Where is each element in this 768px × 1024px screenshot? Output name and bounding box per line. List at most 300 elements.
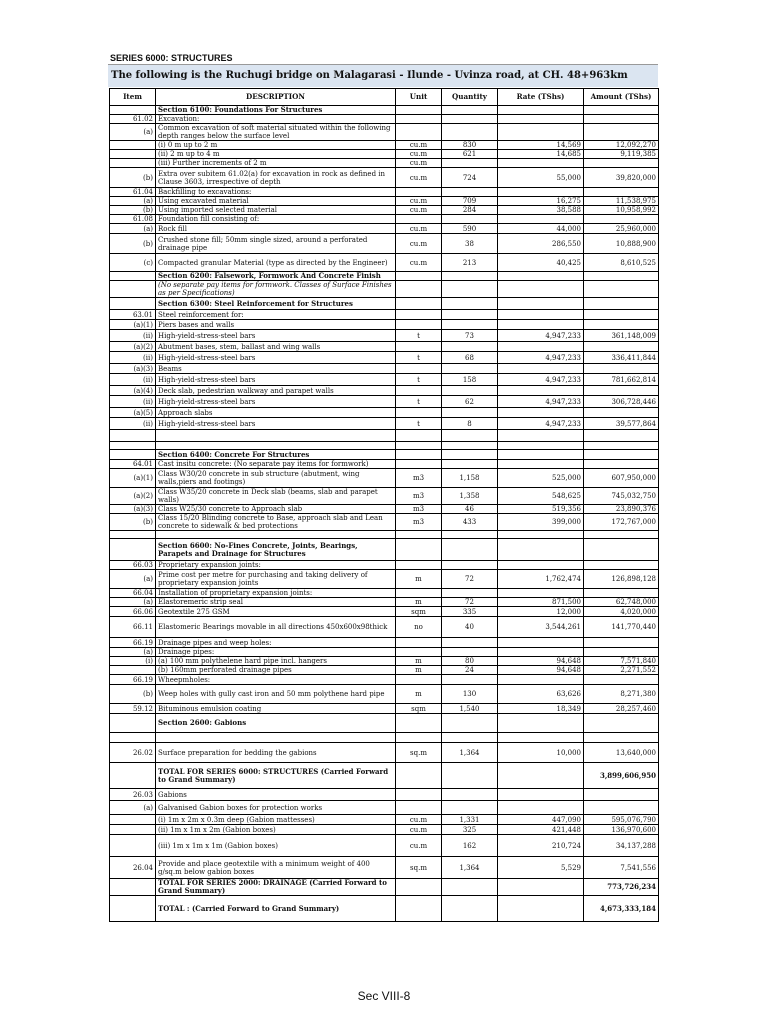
quantity-cell [442, 733, 498, 743]
table-row [110, 442, 659, 450]
rate-cell: 525,000 [498, 469, 584, 488]
rate-cell [498, 310, 584, 320]
description-cell: Class 15/20 Blinding concrete to Base, approach slab and Lean concrete to sidewalk & bed protections [156, 514, 396, 531]
amount-cell [584, 430, 659, 442]
rate-cell: 40,425 [498, 254, 584, 272]
item-cell [110, 539, 156, 561]
quantity-cell: 325 [442, 825, 498, 835]
quantity-cell: 1,364 [442, 743, 498, 763]
table-row [110, 418, 659, 430]
rate-cell: 63,626 [498, 685, 584, 704]
table-row [110, 488, 659, 505]
amount-cell: 7,541,556 [584, 857, 659, 879]
bridge-title: The following is the Ruchugi bridge on Malagarasi - Ilunde - Uvinza road, at CH. 48+963km [108, 65, 658, 87]
table-row [110, 342, 659, 352]
unit-cell: cu.m [396, 254, 442, 272]
item-cell: (ii) [110, 396, 156, 408]
description-cell: Class W35/20 concrete in Deck slab (beams, slab and parapet walls) [156, 488, 396, 505]
amount-cell [584, 124, 659, 141]
quantity-cell: 1,540 [442, 704, 498, 714]
item-cell: 66.19 [110, 675, 156, 685]
unit-cell: m3 [396, 505, 442, 514]
description-cell: Drainage pipes and weep holes: [156, 638, 396, 648]
rate-cell: 399,000 [498, 514, 584, 531]
unit-cell: m3 [396, 469, 442, 488]
table-row [110, 197, 659, 206]
item-cell [110, 879, 156, 896]
description-cell: (i) 0 m up to 2 m [156, 141, 396, 150]
quantity-cell [442, 430, 498, 442]
item-cell [110, 835, 156, 857]
description-cell: Excavation: [156, 115, 396, 124]
quantity-cell: 1,364 [442, 857, 498, 879]
amount-cell: 136,970,600 [584, 825, 659, 835]
quantity-cell: 68 [442, 352, 498, 364]
table-row [110, 514, 659, 531]
item-cell: 61.08 [110, 215, 156, 224]
unit-cell [396, 801, 442, 815]
item-cell: (a) [110, 124, 156, 141]
description-cell: Weep holes with gully cast iron and 50 mm polythene hard pipe [156, 685, 396, 704]
description-cell: Section 6300: Steel Reinforcement for Structures [156, 298, 396, 310]
table-row [110, 141, 659, 150]
quantity-cell [442, 714, 498, 733]
description-cell: Section 6200: Falsework, Formwork And Concrete Finish [156, 272, 396, 281]
description-cell: Abutment bases, stem, ballast and wing walls [156, 342, 396, 352]
quantity-cell [442, 188, 498, 197]
amount-cell: 126,898,128 [584, 570, 659, 589]
amount-cell: 25,960,000 [584, 224, 659, 234]
rate-cell [498, 408, 584, 418]
table-row [110, 272, 659, 281]
rate-cell [498, 648, 584, 657]
quantity-cell [442, 460, 498, 469]
table-row [110, 150, 659, 159]
rate-cell: 210,724 [498, 835, 584, 857]
table-row [110, 450, 659, 460]
table-row [110, 188, 659, 197]
item-cell: 66.04 [110, 589, 156, 598]
amount-cell [584, 342, 659, 352]
unit-cell [396, 879, 442, 896]
table-row [110, 374, 659, 386]
rate-cell: 94,648 [498, 657, 584, 666]
amount-cell: 39,577,864 [584, 418, 659, 430]
table-row [110, 254, 659, 272]
rate-cell: 4,947,233 [498, 396, 584, 408]
rate-cell [498, 442, 584, 450]
amount-cell: 4,020,000 [584, 607, 659, 617]
description-cell: Drainage pipes: [156, 648, 396, 657]
rate-cell: 4,947,233 [498, 330, 584, 342]
amount-cell [584, 714, 659, 733]
amount-cell [584, 320, 659, 330]
amount-cell: 9,119,385 [584, 150, 659, 159]
unit-cell [396, 272, 442, 281]
quantity-cell [442, 342, 498, 352]
quantity-cell: 80 [442, 657, 498, 666]
table-row [110, 648, 659, 657]
item-cell [110, 141, 156, 150]
rate-cell: 871,500 [498, 598, 584, 607]
table-row [110, 281, 659, 298]
quantity-cell [442, 561, 498, 570]
item-cell: (ii) [110, 330, 156, 342]
item-cell: (a)(3) [110, 364, 156, 374]
rate-cell [498, 638, 584, 648]
unit-cell: m3 [396, 514, 442, 531]
unit-cell: cu.m [396, 825, 442, 835]
quantity-cell: 335 [442, 607, 498, 617]
quantity-cell: 8 [442, 418, 498, 430]
quantity-cell [442, 408, 498, 418]
description-cell: (iii) 1m x 1m x 1m (Gabion boxes) [156, 835, 396, 857]
unit-cell [396, 531, 442, 539]
description-cell: Beams [156, 364, 396, 374]
description-cell: Deck slab, pedestrian walkway and parapet walls [156, 386, 396, 396]
quantity-cell [442, 124, 498, 141]
rate-cell: 14,685 [498, 150, 584, 159]
amount-cell [584, 589, 659, 598]
amount-cell: 62,748,000 [584, 598, 659, 607]
amount-cell [584, 215, 659, 224]
quantity-cell: 1,158 [442, 469, 498, 488]
amount-cell [584, 281, 659, 298]
item-cell: 66.11 [110, 617, 156, 638]
description-cell: (No separate pay items for formwork. Classes of Surface Finishes as per Specifications) [156, 281, 396, 298]
description-cell: Piers bases and walls [156, 320, 396, 330]
description-cell: Prime cost per metre for purchasing and taking delivery of proprietary expansion joints [156, 570, 396, 589]
table-row [110, 685, 659, 704]
description-cell [156, 430, 396, 442]
description-cell: Geotextile 275 GSM [156, 607, 396, 617]
table-header-row [110, 89, 659, 106]
rate-cell: 4,947,233 [498, 352, 584, 364]
amount-cell: 11,538,975 [584, 197, 659, 206]
rate-cell [498, 159, 584, 168]
unit-cell [396, 789, 442, 801]
item-cell: (a) [110, 224, 156, 234]
col-header-description: DESCRIPTION [156, 89, 396, 106]
description-cell: TOTAL : (Carried Forward to Grand Summary) [156, 896, 396, 922]
rate-cell: 12,000 [498, 607, 584, 617]
rate-cell [498, 714, 584, 733]
table-row [110, 460, 659, 469]
amount-cell: 13,640,000 [584, 743, 659, 763]
unit-cell: t [396, 352, 442, 364]
quantity-cell [442, 675, 498, 685]
unit-cell [396, 430, 442, 442]
table-row [110, 570, 659, 589]
unit-cell: cu.m [396, 835, 442, 857]
item-cell: (ii) [110, 374, 156, 386]
amount-cell [584, 386, 659, 396]
amount-cell: 607,950,000 [584, 469, 659, 488]
description-cell: High-yield-stress-steel bars [156, 330, 396, 342]
amount-cell [584, 531, 659, 539]
unit-cell: cu.m [396, 150, 442, 159]
item-cell [110, 150, 156, 159]
description-cell: Crushed stone fill; 50mm single sized, around a perforated drainage pipe [156, 234, 396, 254]
unit-cell [396, 342, 442, 352]
unit-cell [396, 450, 442, 460]
description-cell: High-yield-stress-steel bars [156, 352, 396, 364]
description-cell: Extra over subitem 61.02(a) for excavation in rock as defined in Clause 3603, irrespective of depth [156, 168, 396, 188]
quantity-cell: 284 [442, 206, 498, 215]
rate-cell [498, 733, 584, 743]
unit-cell [396, 589, 442, 598]
table-row [110, 801, 659, 815]
unit-cell: t [396, 374, 442, 386]
rate-cell [498, 124, 584, 141]
quantity-cell: 590 [442, 224, 498, 234]
table-row [110, 396, 659, 408]
quantity-cell: 38 [442, 234, 498, 254]
unit-cell [396, 896, 442, 922]
rate-cell: 447,090 [498, 815, 584, 825]
unit-cell [396, 648, 442, 657]
rate-cell: 5,529 [498, 857, 584, 879]
item-cell: 61.02 [110, 115, 156, 124]
item-cell: (i) [110, 657, 156, 666]
unit-cell [396, 675, 442, 685]
col-header-quantity: Quantity [442, 89, 498, 106]
quantity-cell: 73 [442, 330, 498, 342]
quantity-cell [442, 442, 498, 450]
amount-cell: 28,257,460 [584, 704, 659, 714]
table-row [110, 531, 659, 539]
unit-cell [396, 442, 442, 450]
rate-cell: 1,762,474 [498, 570, 584, 589]
amount-cell [584, 106, 659, 115]
rate-cell [498, 386, 584, 396]
description-cell: Surface preparation for bedding the gabions [156, 743, 396, 763]
item-cell: (b) [110, 206, 156, 215]
rate-cell [498, 450, 584, 460]
description-cell: Compacted granular Material (type as directed by the Engineer) [156, 254, 396, 272]
item-cell: (ii) [110, 418, 156, 430]
table-row [110, 733, 659, 743]
unit-cell: m [396, 657, 442, 666]
quantity-cell [442, 310, 498, 320]
quantity-cell: 1,331 [442, 815, 498, 825]
quantity-cell: 72 [442, 598, 498, 607]
item-cell: (a) [110, 801, 156, 815]
item-cell: 26.02 [110, 743, 156, 763]
item-cell [110, 733, 156, 743]
rate-cell [498, 188, 584, 197]
amount-cell [584, 801, 659, 815]
quantity-cell [442, 648, 498, 657]
description-cell: High-yield-stress-steel bars [156, 418, 396, 430]
description-cell: High-yield-stress-steel bars [156, 396, 396, 408]
quantity-cell [442, 215, 498, 224]
unit-cell: cu.m [396, 168, 442, 188]
amount-cell: 4,673,333,184 [584, 896, 659, 922]
quantity-cell: 213 [442, 254, 498, 272]
item-cell: (a)(2) [110, 488, 156, 505]
amount-cell: 781,662,814 [584, 374, 659, 386]
table-row [110, 115, 659, 124]
quantity-cell: 709 [442, 197, 498, 206]
table-row [110, 561, 659, 570]
unit-cell: sqm [396, 607, 442, 617]
table-row [110, 310, 659, 320]
rate-cell [498, 320, 584, 330]
amount-cell: 12,092,270 [584, 141, 659, 150]
item-cell [110, 825, 156, 835]
item-cell: 66.03 [110, 561, 156, 570]
item-cell [110, 714, 156, 733]
quantity-cell: 40 [442, 617, 498, 638]
description-cell: Cast insitu concrete: (No separate pay items for formwork) [156, 460, 396, 469]
item-cell [110, 531, 156, 539]
unit-cell: m [396, 685, 442, 704]
item-cell: (a)(5) [110, 408, 156, 418]
amount-cell: 306,728,446 [584, 396, 659, 408]
unit-cell [396, 561, 442, 570]
table-row [110, 408, 659, 418]
table-row [110, 657, 659, 666]
unit-cell: cu.m [396, 206, 442, 215]
amount-cell [584, 115, 659, 124]
amount-cell: 336,411,844 [584, 352, 659, 364]
item-cell [110, 763, 156, 789]
unit-cell [396, 364, 442, 374]
table-row [110, 763, 659, 789]
unit-cell [396, 733, 442, 743]
unit-cell: sq.m [396, 857, 442, 879]
unit-cell [396, 115, 442, 124]
description-cell: (a) 100 mm polythelene hard pipe incl. hangers [156, 657, 396, 666]
unit-cell [396, 638, 442, 648]
quantity-cell [442, 879, 498, 896]
table-row [110, 234, 659, 254]
rate-cell [498, 215, 584, 224]
table-row [110, 675, 659, 685]
description-cell: Elastoremeric strip seal [156, 598, 396, 607]
amount-cell: 39,820,000 [584, 168, 659, 188]
item-cell [110, 442, 156, 450]
unit-cell: m3 [396, 488, 442, 505]
description-cell: Section 2600: Gabions [156, 714, 396, 733]
description-cell: Gabions [156, 789, 396, 801]
unit-cell [396, 408, 442, 418]
amount-cell [584, 408, 659, 418]
table-row [110, 857, 659, 879]
description-cell: Galvanised Gabion boxes for protection works [156, 801, 396, 815]
amount-cell: 10,958,992 [584, 206, 659, 215]
rate-cell [498, 106, 584, 115]
description-cell: Elastomeric Bearings movable in all directions 450x600x98thick [156, 617, 396, 638]
item-cell: (a)(2) [110, 342, 156, 352]
description-cell: Using imported selected material [156, 206, 396, 215]
item-cell: (b) [110, 234, 156, 254]
unit-cell [396, 539, 442, 561]
quantity-cell [442, 450, 498, 460]
table-row [110, 617, 659, 638]
description-cell: Proprietary expansion joints: [156, 561, 396, 570]
item-cell: (a)(3) [110, 505, 156, 514]
quantity-cell [442, 272, 498, 281]
rate-cell: 421,448 [498, 825, 584, 835]
table-row [110, 469, 659, 488]
rate-cell [498, 115, 584, 124]
rate-cell [498, 460, 584, 469]
amount-cell [584, 298, 659, 310]
quantity-cell [442, 539, 498, 561]
table-row [110, 364, 659, 374]
quantity-cell: 162 [442, 835, 498, 857]
amount-cell [584, 561, 659, 570]
unit-cell: m [396, 570, 442, 589]
table-row [110, 666, 659, 675]
unit-cell [396, 714, 442, 733]
item-cell [110, 666, 156, 675]
quantity-cell [442, 281, 498, 298]
amount-cell: 595,076,790 [584, 815, 659, 825]
rate-cell: 55,000 [498, 168, 584, 188]
table-row [110, 825, 659, 835]
description-cell [156, 442, 396, 450]
description-cell: High-yield-stress-steel bars [156, 374, 396, 386]
rate-cell [498, 281, 584, 298]
quantity-cell [442, 386, 498, 396]
unit-cell [396, 386, 442, 396]
unit-cell [396, 460, 442, 469]
quantity-cell: 724 [442, 168, 498, 188]
rate-cell [498, 675, 584, 685]
amount-cell: 141,770,440 [584, 617, 659, 638]
col-header-unit: Unit [396, 89, 442, 106]
quantity-cell [442, 159, 498, 168]
description-cell: Class W30/20 concrete in sub structure (abutment, wing walls,piers and footings) [156, 469, 396, 488]
unit-cell: cu.m [396, 197, 442, 206]
quantity-cell [442, 298, 498, 310]
quantity-cell [442, 763, 498, 789]
quantity-cell [442, 638, 498, 648]
table-row [110, 298, 659, 310]
table-row [110, 106, 659, 115]
quantity-cell: 130 [442, 685, 498, 704]
description-cell: Bituminous emulsion coating [156, 704, 396, 714]
table-row [110, 215, 659, 224]
unit-cell [396, 310, 442, 320]
amount-cell [584, 789, 659, 801]
description-cell: Foundation fill consisting of: [156, 215, 396, 224]
unit-cell [396, 763, 442, 789]
amount-cell: 172,767,000 [584, 514, 659, 531]
unit-cell: sq.m [396, 743, 442, 763]
amount-cell [584, 460, 659, 469]
amount-cell [584, 310, 659, 320]
rate-cell [498, 430, 584, 442]
description-cell: TOTAL FOR SERIES 2000: DRAINAGE (Carried Forward to Grand Summary) [156, 879, 396, 896]
quantity-cell: 621 [442, 150, 498, 159]
quantity-cell [442, 896, 498, 922]
item-cell: (a) [110, 570, 156, 589]
description-cell: Section 6400: Concrete For Structures [156, 450, 396, 460]
amount-cell [584, 638, 659, 648]
item-cell [110, 272, 156, 281]
item-cell: 66.06 [110, 607, 156, 617]
amount-cell: 7,571,840 [584, 657, 659, 666]
description-cell: Using excavated material [156, 197, 396, 206]
description-cell: (b) 160mm perforated drainage pipes [156, 666, 396, 675]
item-cell: 26.04 [110, 857, 156, 879]
table-row [110, 638, 659, 648]
rate-cell [498, 272, 584, 281]
